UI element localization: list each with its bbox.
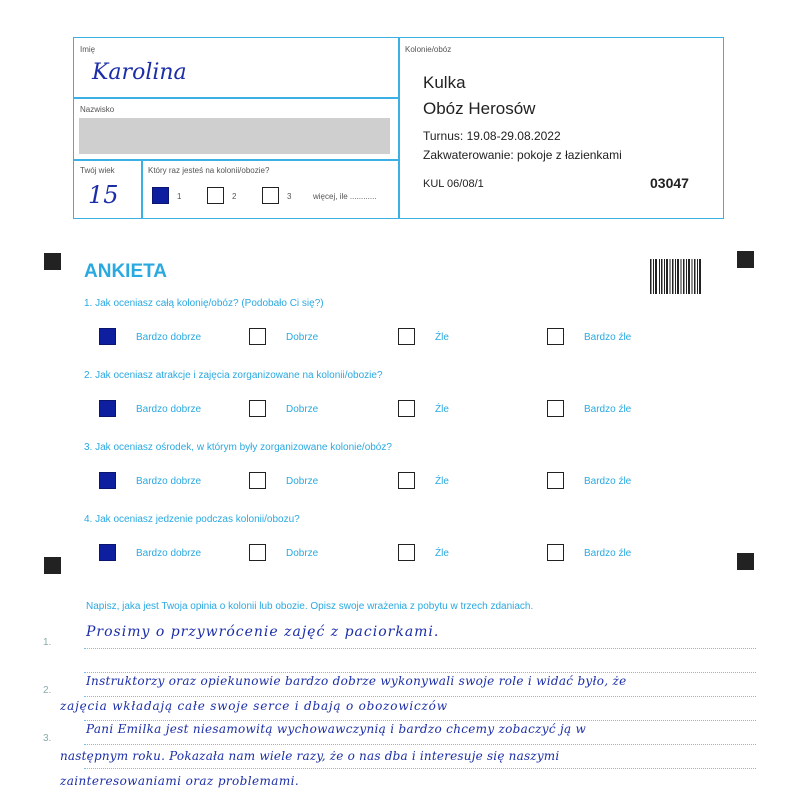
opinion-line-2b xyxy=(84,720,756,721)
question-2-option-1-checkbox[interactable] xyxy=(99,400,116,417)
name-label: Imię xyxy=(80,45,96,54)
registration-marker-top-left xyxy=(44,253,61,270)
question-3-option-4-label: Bardzo źle xyxy=(584,476,632,487)
question-1-option-1-label: Bardzo dobrze xyxy=(136,332,202,343)
question-1-option-2-checkbox[interactable] xyxy=(249,328,266,345)
surname-field-redacted[interactable] xyxy=(79,118,390,154)
question-2-text: 2. Jak oceniasz atrakcje i zajęcia zorganizowane na kolonii/obozie? xyxy=(84,370,383,381)
question-3-option-3-label: Źle xyxy=(435,476,449,487)
opinion-line-1a xyxy=(84,648,756,649)
registration-marker-mid-right xyxy=(737,553,754,570)
times-checkbox-2[interactable] xyxy=(207,187,224,204)
question-2-option-2-label: Dobrze xyxy=(286,404,319,415)
opinion-answer-line-3[interactable]: zajęcia wkładają całe swoje serce i dbają o obozowiczów xyxy=(60,699,448,713)
question-1-option-4-checkbox[interactable] xyxy=(547,328,564,345)
question-2-option-4-label: Bardzo źle xyxy=(584,404,632,415)
question-2-option-3-checkbox[interactable] xyxy=(398,400,415,417)
times-option-2: 2 xyxy=(232,192,237,201)
barcode-graphic xyxy=(650,259,702,294)
form-number: 03047 xyxy=(650,175,689,191)
opinion-answer-line-1[interactable]: Prosimy o przywrócenie zajęć z paciorkami. xyxy=(86,624,440,640)
opinion-answer-line-2[interactable]: Instruktorzy oraz opiekunowie bardzo dobrze wykonywali swoje role i widać było, że xyxy=(86,674,627,688)
opinion-number-2: 2. xyxy=(43,685,52,696)
question-1-text: 1. Jak oceniasz całą kolonię/obóz? (Podobało Ci się?) xyxy=(84,298,324,309)
question-4-option-1-checkbox[interactable] xyxy=(99,544,116,561)
opinion-line-2a xyxy=(84,696,756,697)
times-more-label: więcej, ile ............ xyxy=(313,192,377,201)
question-1-option-4-label: Bardzo źle xyxy=(584,332,632,343)
times-option-3: 3 xyxy=(287,192,292,201)
question-2-option-4-checkbox[interactable] xyxy=(547,400,564,417)
header-divider-age xyxy=(141,159,143,219)
question-4-option-4-label: Bardzo źle xyxy=(584,548,632,559)
question-3-option-3-checkbox[interactable] xyxy=(398,472,415,489)
survey-title: ANKIETA xyxy=(84,261,168,282)
times-checkbox-3[interactable] xyxy=(262,187,279,204)
registration-marker-mid-left xyxy=(44,557,61,574)
surname-label: Nazwisko xyxy=(80,105,115,114)
opinion-answer-line-6[interactable]: zainteresowaniami oraz problemami. xyxy=(60,774,300,788)
age-field[interactable]: 15 xyxy=(88,181,119,209)
question-4-option-1-label: Bardzo dobrze xyxy=(136,548,202,559)
header-divider-2 xyxy=(73,159,399,161)
camp-label: Kolonie/obóz xyxy=(405,45,452,54)
opinion-line-1b xyxy=(84,672,756,673)
header-divider-1 xyxy=(73,97,399,99)
times-option-1: 1 xyxy=(177,192,182,201)
header-divider-vertical xyxy=(398,37,400,219)
question-4-option-3-checkbox[interactable] xyxy=(398,544,415,561)
camp-name: Kulka xyxy=(423,73,466,92)
question-4-option-2-checkbox[interactable] xyxy=(249,544,266,561)
question-4-option-2-label: Dobrze xyxy=(286,548,319,559)
opinion-number-3: 3. xyxy=(43,733,52,744)
question-1-option-3-label: Źle xyxy=(435,332,449,343)
question-4-text: 4. Jak oceniasz jedzenie podczas kolonii/obozu? xyxy=(84,514,300,525)
age-label: Twój wiek xyxy=(80,166,115,175)
question-3-option-4-checkbox[interactable] xyxy=(547,472,564,489)
question-4-option-3-label: Źle xyxy=(435,548,449,559)
question-3-option-1-checkbox[interactable] xyxy=(99,472,116,489)
question-2-option-2-checkbox[interactable] xyxy=(249,400,266,417)
camp-title: Obóz Herosów xyxy=(423,99,536,118)
opinion-line-3a xyxy=(84,744,756,745)
question-1-option-2-label: Dobrze xyxy=(286,332,319,343)
turnus-text: Turnus: 19.08-29.08.2022 xyxy=(423,129,561,143)
opinion-prompt: Napisz, jaka jest Twoja opinia o kolonii lub obozie. Opisz swoje wrażenia z pobytu w trzech zdaniach. xyxy=(86,601,534,612)
question-3-option-1-label: Bardzo dobrze xyxy=(136,476,202,487)
times-question: Który raz jesteś na kolonii/obozie? xyxy=(148,166,270,175)
question-3-text: 3. Jak oceniasz ośrodek, w którym były zorganizowane kolonie/obóz? xyxy=(84,442,392,453)
accommodation-text: Zakwaterowanie: pokoje z łazienkami xyxy=(423,148,622,162)
times-checkbox-1[interactable] xyxy=(152,187,169,204)
camp-code: KUL 06/08/1 xyxy=(423,178,484,190)
question-1-option-1-checkbox[interactable] xyxy=(99,328,116,345)
registration-marker-top-right xyxy=(737,251,754,268)
question-3-option-2-checkbox[interactable] xyxy=(249,472,266,489)
question-2-option-1-label: Bardzo dobrze xyxy=(136,404,202,415)
opinion-answer-line-4[interactable]: Pani Emilka jest niesamowitą wychowawczynią i bardzo chcemy zobaczyć ją w xyxy=(86,722,587,736)
barcode xyxy=(650,259,702,294)
question-2-option-3-label: Źle xyxy=(435,404,449,415)
name-field[interactable]: Karolina xyxy=(92,60,187,85)
opinion-number-1: 1. xyxy=(43,637,52,648)
opinion-answer-line-5[interactable]: następnym roku. Pokazała nam wiele razy, że o nas dba i interesuje się naszymi xyxy=(60,749,560,763)
question-3-option-2-label: Dobrze xyxy=(286,476,319,487)
question-4-option-4-checkbox[interactable] xyxy=(547,544,564,561)
opinion-line-3b xyxy=(84,768,756,769)
question-1-option-3-checkbox[interactable] xyxy=(398,328,415,345)
